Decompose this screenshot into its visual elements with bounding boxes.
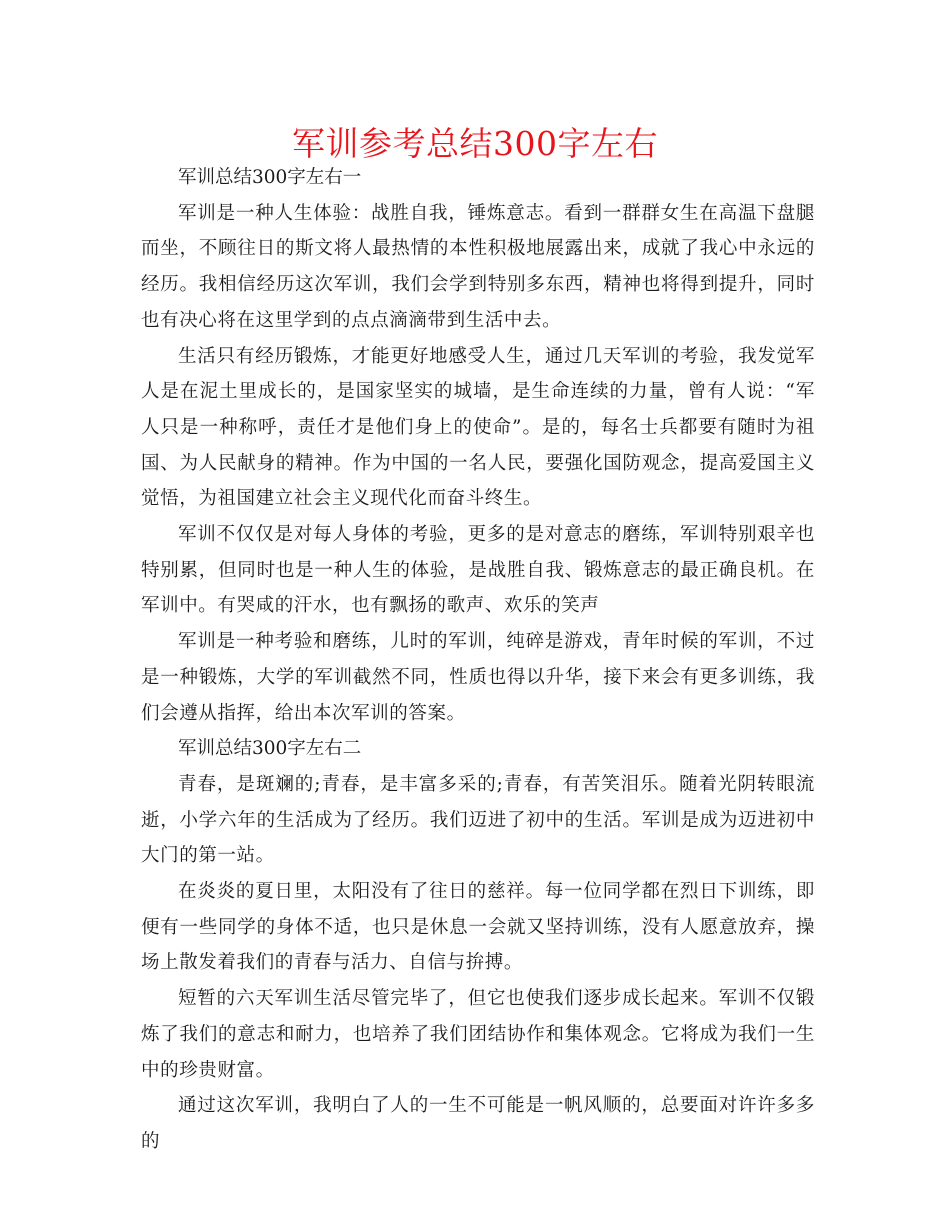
document-title: 军训参考总结300字左右	[292, 124, 658, 163]
paragraph: 军训不仅仅是对每人身体的考验，更多的是对意志的磨练，军训特别艰辛也特别累，但同时也是一种人生的体验，是战胜自我、锻炼意志的最正确良机。在军训中。有哭咸的汗水，也有飘扬的歌声、欢乐的笑声	[141, 524, 815, 617]
paragraph: 生活只有经历锻炼，才能更好地感受人生，通过几天军训的考验，我发觉军人是在泥土里成长的，是国家坚实的城墙，是生命连续的力量，曾有人说：“军人只是一种称呼，责任才是他们身上的使命”。是的，每名士兵都要有随时为祖国、为人民献身的精神。作为中国的一名人民，要强化国防观念，提高爱国主义觉悟，为祖国建立社会主义现代化而奋斗终生。	[141, 345, 815, 510]
section-heading: 军训总结300字左右二	[178, 738, 362, 760]
section-heading: 军训总结300字左右一	[178, 167, 362, 188]
paragraph: 在炎炎的夏日里，太阳没有了往日的慈祥。每一位同学都在烈日下训练，即便有一些同学的身体不适，也只是休息一会就又坚持训练，没有人愿意放弃，操场上散发着我们的青春与活力、自信与拚搏。	[141, 881, 815, 974]
paragraph: 军训是一种人生体验：战胜自我，锤炼意志。看到一群群女生在高温下盘腿而坐，不顾往日的斯文将人最热情的本性积极地展露出来，成就了我心中永远的经历。我相信经历这次军训，我们会学到特别多东西，精神也将得到提升，同时也有决心将在这里学到的点点滴滴带到生活中去。	[141, 202, 815, 331]
paragraph: 通过这次军训，我明白了人的一生不可能是一帆风顺的，总要面对许许多多的	[141, 1095, 815, 1152]
document-body	[141, 160, 815, 1160]
paragraph: 军训是一种考验和磨练，儿时的军训，纯碎是游戏，青年时候的军训，不过是一种锻炼，大学的军训截然不同，性质也得以升华，接下来会有更多训练，我们会遵从指挥，给出本次军训的答案。	[141, 631, 815, 724]
paragraph: 短暂的六天军训生活尽管完毕了，但它也使我们逐步成长起来。军训不仅锻炼了我们的意志和耐力，也培养了我们团结协作和集体观念。它将成为我们一生中的珍贵财富。	[141, 988, 815, 1081]
paragraph: 青春，是斑斓的;青春，是丰富多采的;青春，有苦笑泪乐。随着光阴转眼流逝，小学六年的生活成为了经历。我们迈进了初中的生活。军训是成为迈进初中大门的第一站。	[141, 773, 815, 867]
